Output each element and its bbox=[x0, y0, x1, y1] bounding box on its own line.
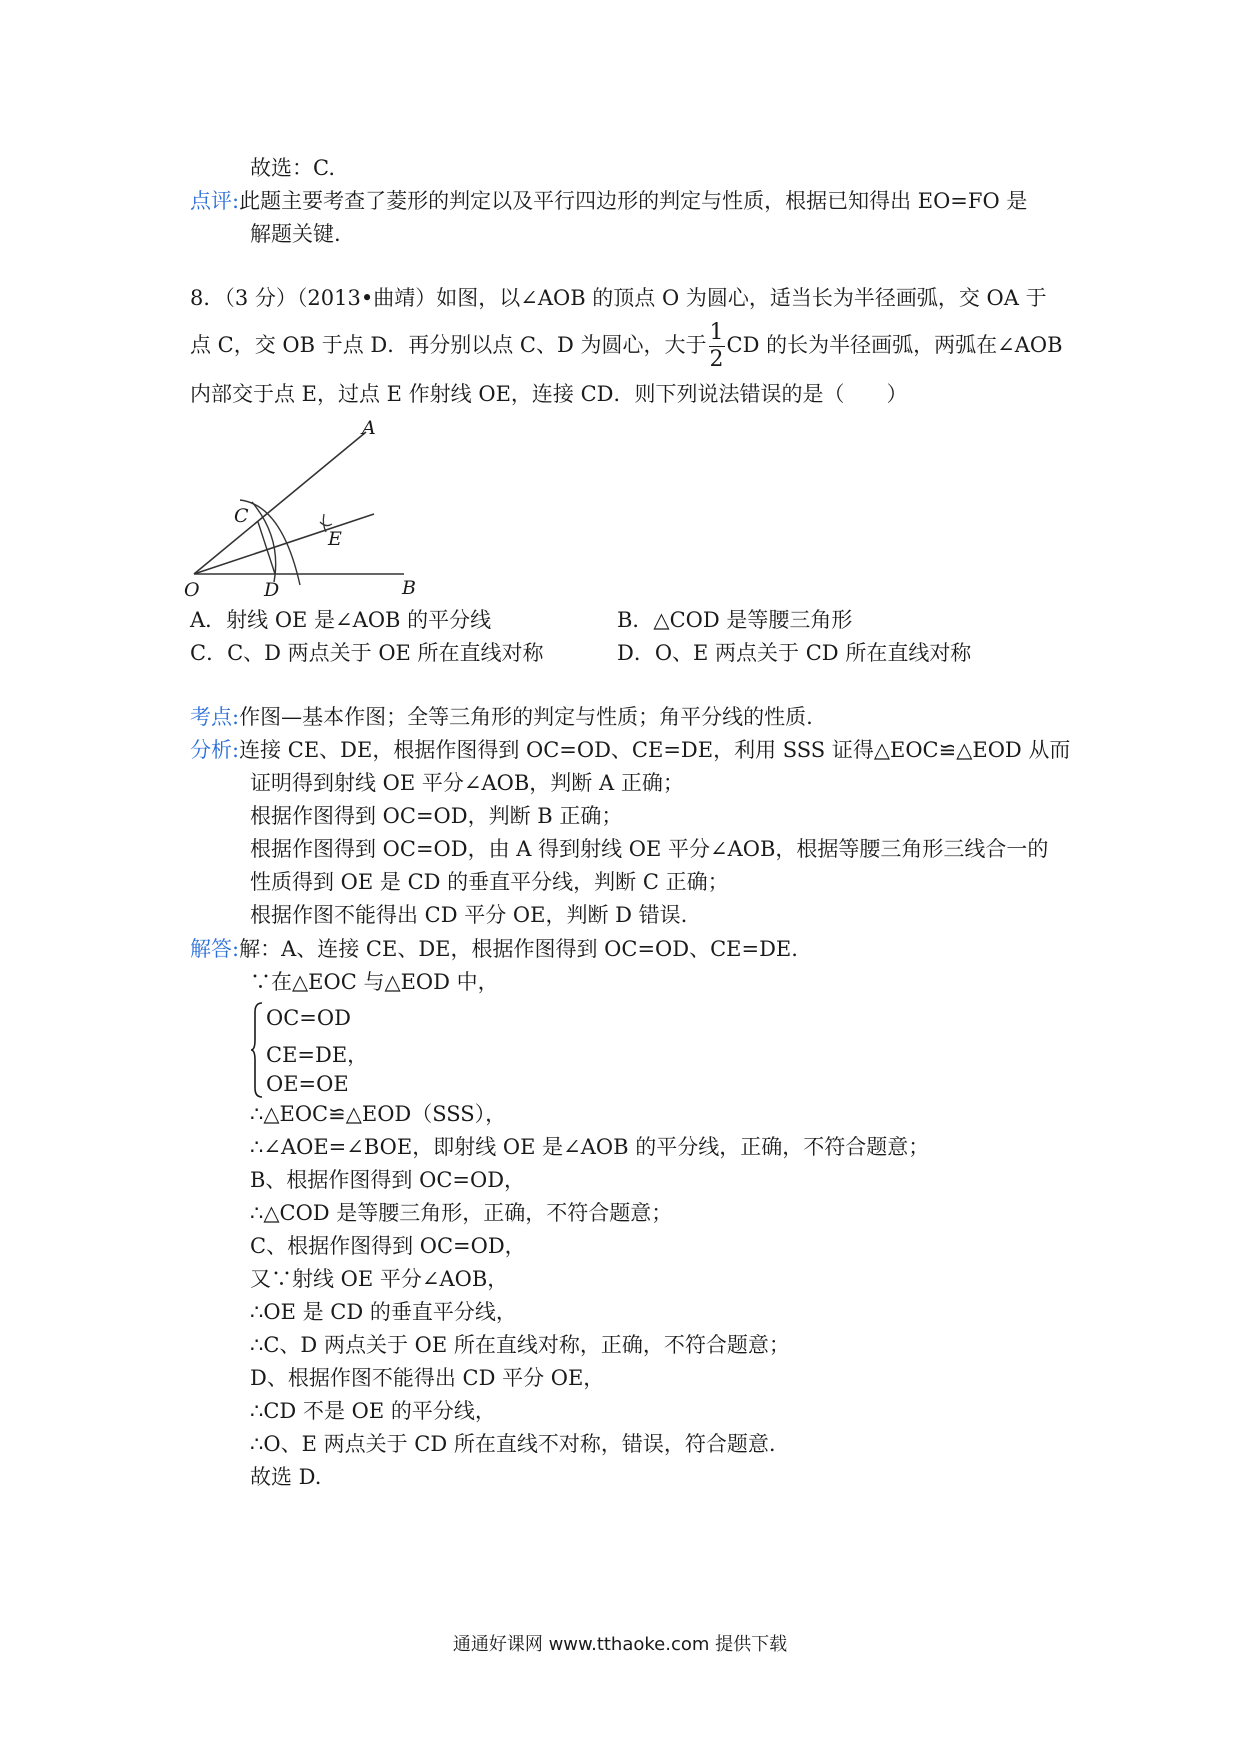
jieda-step-6: 又∵射线 OE 平分∠AOB， bbox=[250, 1267, 509, 1291]
jieda-step-8: ∴C、D 两点关于 OE 所在直线对称，正确，不符合题意； bbox=[250, 1333, 790, 1357]
jieda-step-1: ∴△EOC≌△EOD（SSS）， bbox=[250, 1102, 507, 1126]
fenxi-line-3: 根据作图得到 OC=OD，判断 B 正确； bbox=[250, 804, 623, 828]
equation-row-3: OE=OE bbox=[266, 1072, 349, 1096]
option-c: C．C、D 两点关于 OE 所在直线对称 bbox=[190, 641, 544, 665]
page-footer: 通通好课网 www.tthaoke.com 提供下载 bbox=[452, 1634, 788, 1655]
fenxi-line-5: 性质得到 OE 是 CD 的垂直平分线，判断 C 正确； bbox=[250, 870, 729, 894]
fenxi-line-4: 根据作图得到 OC=OD，由 A 得到射线 OE 平分∠AOB，根据等腰三角形三线合一的 bbox=[250, 837, 1049, 861]
question-line-3: 内部交于点 E，过点 E 作射线 OE，连接 CD．则下列说法错误的是（ ） bbox=[190, 382, 908, 406]
kaodian-tag: 考点: bbox=[190, 705, 240, 729]
jieda-step-4: ∴△COD 是等腰三角形，正确，不符合题意； bbox=[250, 1201, 673, 1225]
question-line-2-before: 点 C，交 OB 于点 D．再分别以点 C、D 为圆心，大于 bbox=[190, 333, 707, 357]
comment-line-2: 解题关键. bbox=[250, 222, 341, 246]
comment-tag: 点评: bbox=[190, 189, 240, 213]
fenxi-line-2: 证明得到射线 OE 平分∠AOB，判断 A 正确； bbox=[250, 771, 684, 795]
prev-comment bbox=[190, 191, 1027, 212]
jieda-step-5: C、根据作图得到 OC=OD， bbox=[250, 1234, 526, 1258]
label-b: B bbox=[402, 577, 416, 599]
fraction-numerator: 1 bbox=[709, 320, 724, 345]
label-a: A bbox=[362, 417, 376, 439]
label-c: C bbox=[234, 505, 249, 527]
jieda-tag: 解答: bbox=[190, 937, 240, 961]
jieda-step-7: ∴OE 是 CD 的垂直平分线， bbox=[250, 1300, 517, 1324]
jieda-step-11: ∴O、E 两点关于 CD 所在直线不对称，错误，符合题意. bbox=[250, 1432, 776, 1456]
jieda-step-9: D、根据作图不能得出 CD 平分 OE， bbox=[250, 1366, 605, 1390]
question-line-2 bbox=[190, 322, 1063, 371]
kaodian bbox=[190, 707, 813, 728]
label-d: D bbox=[264, 579, 280, 600]
prev-conclusion: 故选：C. bbox=[250, 156, 335, 180]
label-e: E bbox=[328, 528, 342, 550]
comment-line-1: 此题主要考查了菱形的判定以及平行四边形的判定与性质，根据已知得出 EO=FO 是 bbox=[239, 189, 1028, 213]
label-o: O bbox=[184, 579, 200, 600]
jieda-step-2: ∴∠AOE=∠BOE，即射线 OE 是∠AOB 的平分线，正确，不符合题意； bbox=[250, 1135, 930, 1159]
question-line-1: 8．（3 分）（2013•曲靖）如图，以∠AOB 的顶点 O 为圆心，适当长为半径画弧，交 OA 于 bbox=[190, 286, 1047, 310]
kaodian-text: 作图—基本作图；全等三角形的判定与性质；角平分线的性质. bbox=[239, 705, 813, 729]
jieda-conclusion: 故选 D. bbox=[250, 1465, 322, 1489]
option-a: A．射线 OE 是∠AOB 的平分线 bbox=[190, 608, 492, 632]
fraction-denominator: 2 bbox=[709, 347, 724, 372]
jieda-line-1: 解：A、连接 CE、DE，根据作图得到 OC=OD、CE=DE. bbox=[239, 937, 798, 961]
fenxi-line-6: 根据作图不能得出 CD 平分 OE，判断 D 错误. bbox=[250, 903, 688, 927]
jieda-step-10: ∴CD 不是 OE 的平分线， bbox=[250, 1399, 496, 1423]
fenxi-line-1: 连接 CE、DE，根据作图得到 OC=OD、CE=DE，利用 SSS 证得△EOC≌△EOD 从而 bbox=[239, 738, 1071, 762]
option-b: B．△COD 是等腰三角形 bbox=[617, 608, 853, 632]
jieda-step-3: B、根据作图得到 OC=OD， bbox=[250, 1168, 526, 1192]
equation-row-2: CE=DE， bbox=[266, 1043, 369, 1067]
equation-row-1: OC=OD bbox=[266, 1006, 351, 1030]
arc-near-e-1 bbox=[320, 522, 332, 526]
ray-oe bbox=[194, 514, 374, 574]
jieda-line-2: ∵在△EOC 与△EOD 中， bbox=[250, 970, 499, 994]
fenxi-first bbox=[190, 740, 1070, 761]
left-brace-icon bbox=[250, 1000, 264, 1100]
equation-system bbox=[250, 1000, 370, 1100]
angle-bisector-figure bbox=[180, 410, 440, 600]
option-d: D．O、E 两点关于 CD 所在直线对称 bbox=[617, 641, 972, 665]
jieda-first bbox=[190, 939, 798, 960]
question-line-2-after: CD 的长为半径画弧，两弧在∠AOB bbox=[726, 333, 1063, 357]
fraction-half bbox=[709, 322, 725, 371]
ray-oa bbox=[194, 432, 366, 574]
fenxi-tag: 分析: bbox=[190, 738, 240, 762]
